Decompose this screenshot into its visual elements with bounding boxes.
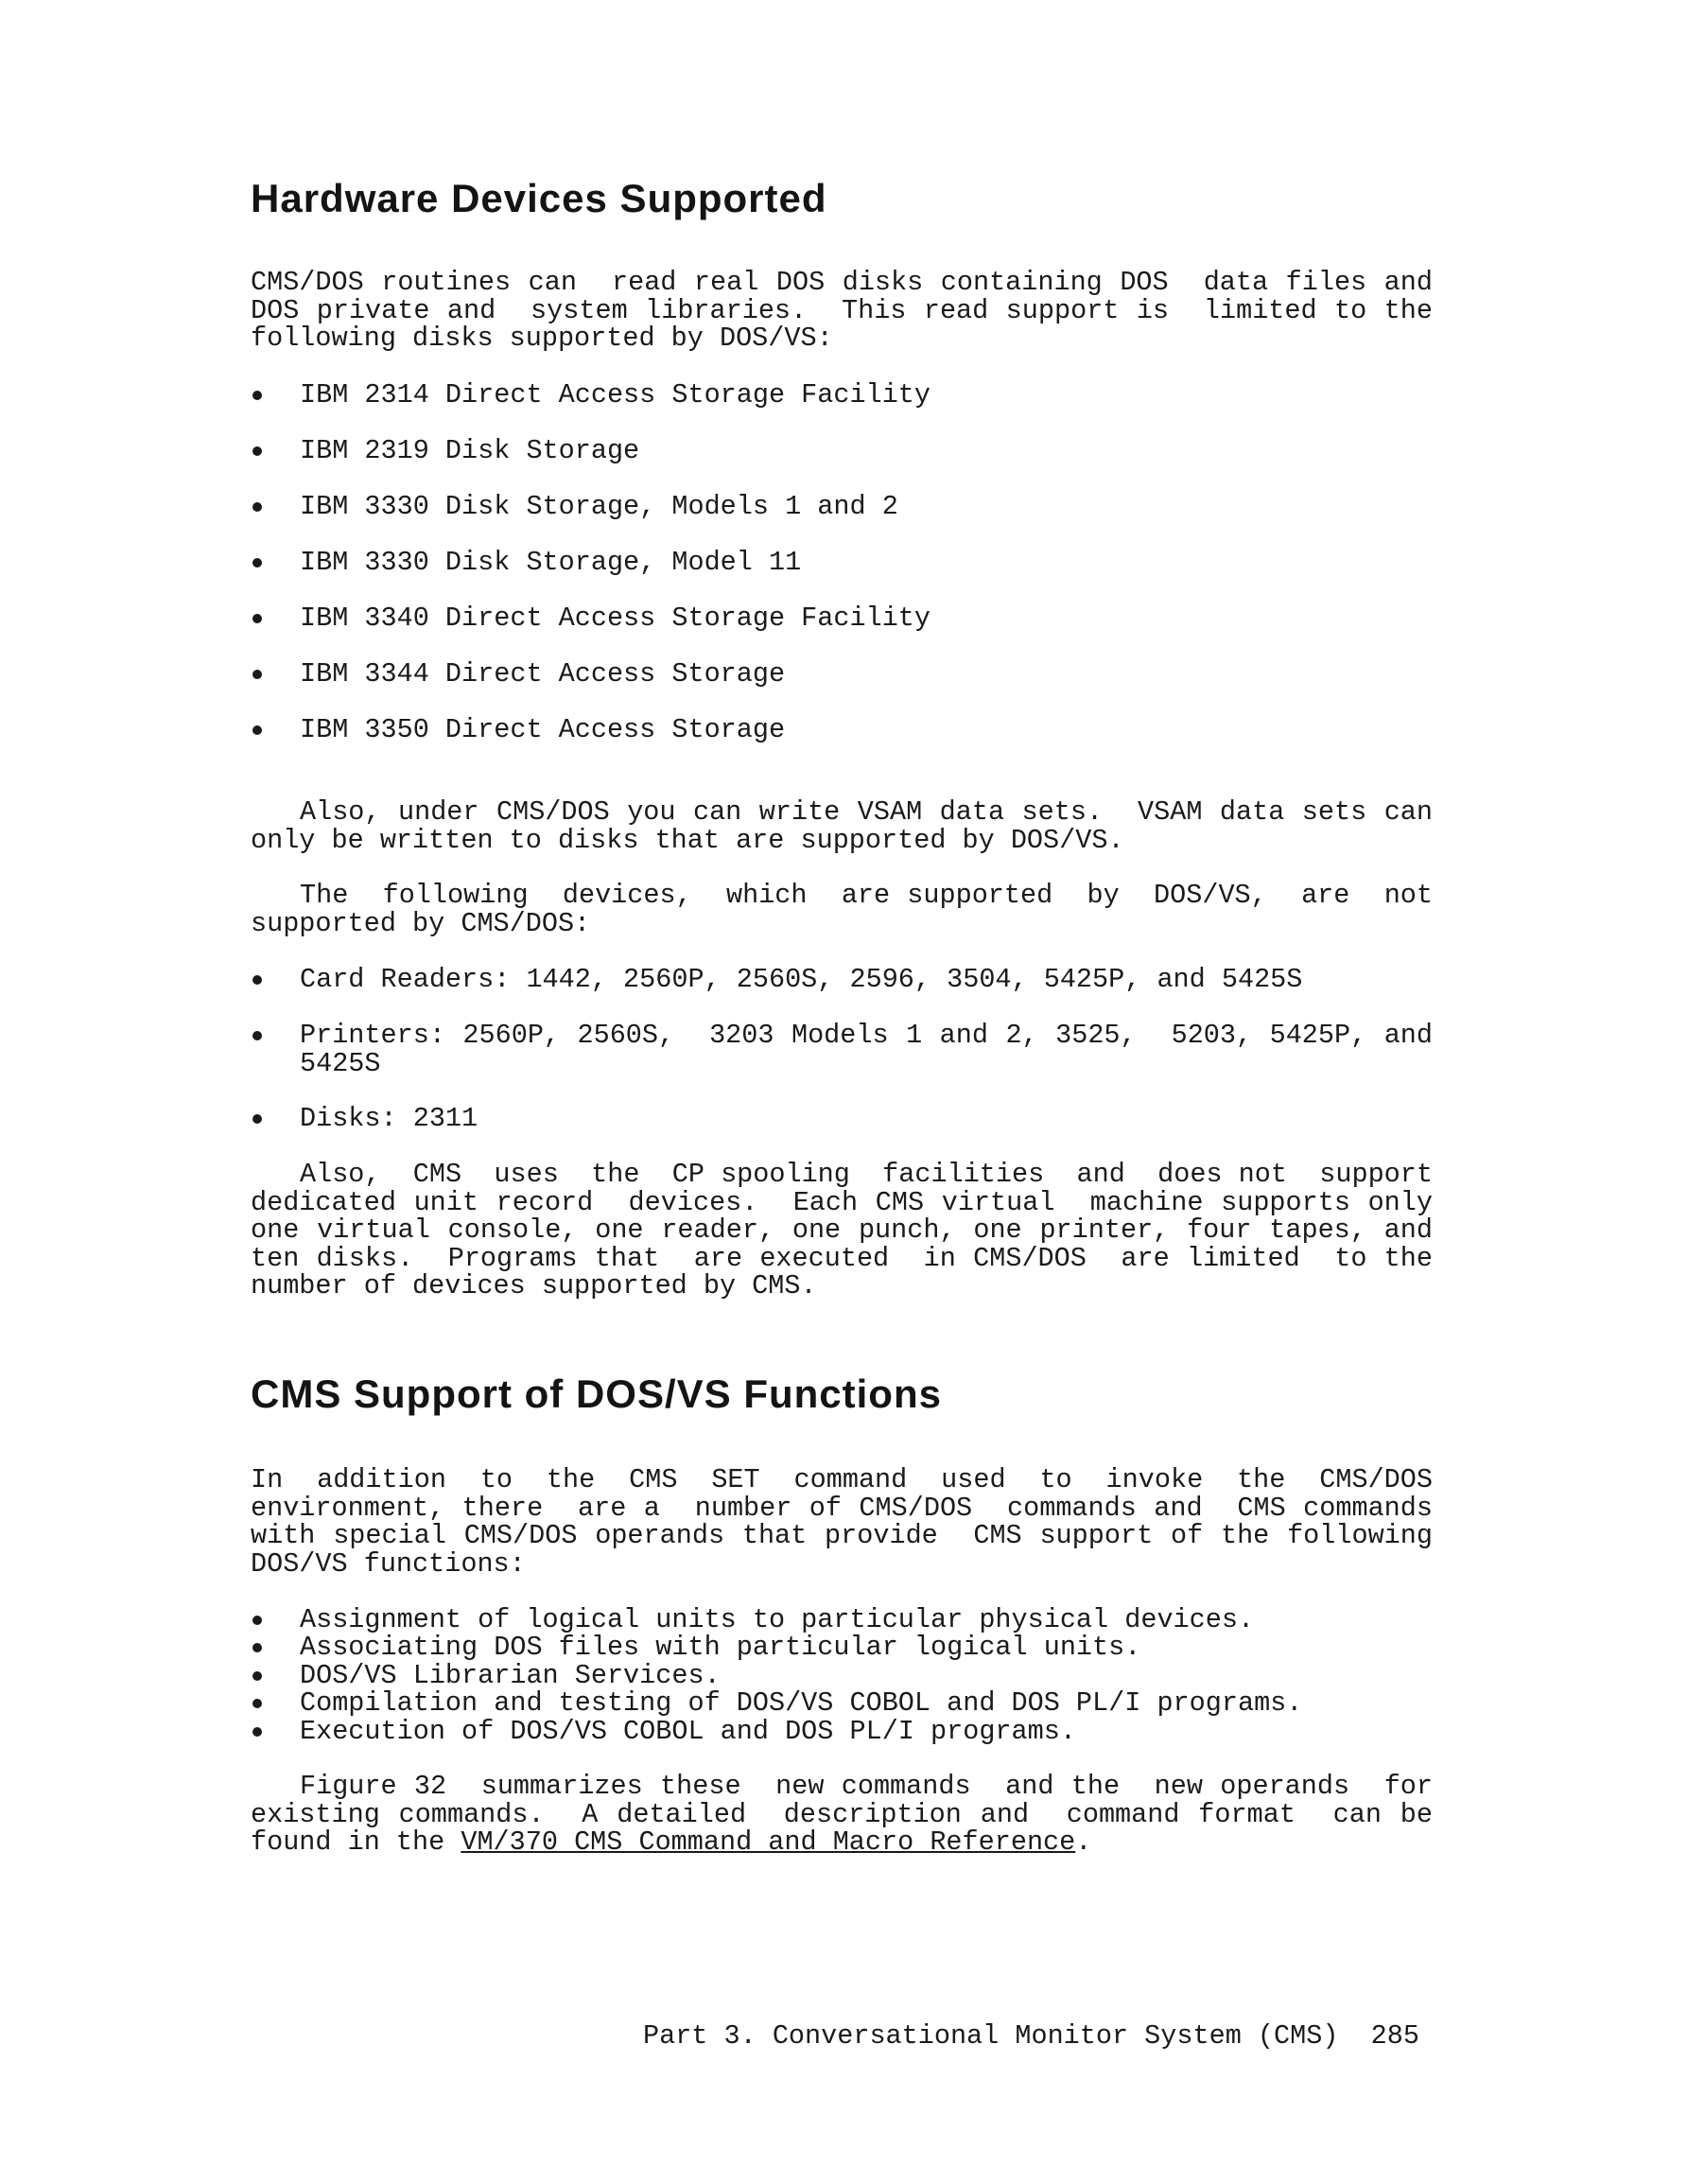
section-heading-hardware-devices: Hardware Devices Supported [251, 176, 827, 220]
vsam-paragraph [251, 798, 1433, 854]
text-line: number of devices supported by CMS. [251, 1270, 817, 1302]
list-item-text: DOS/VS Librarian Services. [300, 1660, 721, 1691]
text-line: In addition to the CMS SET command used to invoke the CMS/DOS [251, 1464, 1433, 1495]
figure-reference-paragraph [251, 1773, 1433, 1857]
list-item-text: Execution of DOS/VS COBOL and DOS PL/I programs. [300, 1716, 1076, 1747]
not-supported-paragraph [251, 882, 1433, 937]
list-item-text: Associating DOS files with particular logical units. [300, 1632, 1141, 1663]
text-line: DOS private and system libraries. This read support is limited to the [251, 294, 1433, 326]
text-line: CMS/DOS routines can read real DOS disks containing DOS data files and [251, 267, 1433, 298]
text-line: only be written to disks that are supported by DOS/VS. [251, 824, 1124, 856]
text-line: with special CMS/DOS operands that provide CMS support of the following [251, 1520, 1433, 1551]
bullet-icon [252, 1031, 262, 1040]
bullet-icon [252, 725, 262, 735]
text-line: following disks supported by DOS/VS: [251, 323, 833, 354]
list-item-text: Card Readers: 1442, 2560P, 2560S, 2596, 3504, 5425P, and 5425S [300, 964, 1303, 995]
text-line: Also, under CMS/DOS you can write VSAM data sets. VSAM data sets can [300, 796, 1433, 828]
ref-prefix: found in the [251, 1826, 461, 1858]
list-item-text: IBM 3350 Direct Access Storage [300, 714, 786, 745]
bullet-icon [252, 1114, 262, 1124]
list-item-text: Printers: 2560P, 2560S, 3203 Models 1 and 2, 3525, 5203, 5425P, and [300, 1020, 1433, 1051]
text-line: existing commands. A detailed description and command format can be [251, 1798, 1433, 1830]
bullet-icon [252, 975, 262, 985]
bullet-icon [252, 1727, 262, 1737]
text-line: environment, there are a number of CMS/DOS commands and CMS commands [251, 1492, 1433, 1524]
bullet-icon [252, 670, 262, 679]
list-item-text: IBM 2314 Direct Access Storage Facility [300, 379, 931, 411]
section-heading-cms-support: CMS Support of DOS/VS Functions [251, 1372, 942, 1416]
bullet-icon [252, 391, 262, 400]
list-item-text: Assignment of logical units to particular physical devices. [300, 1604, 1255, 1635]
manual-title-reference: VM/370 CMS Command and Macro Reference [461, 1826, 1076, 1858]
list-item-text: 5425S [300, 1047, 381, 1079]
text-line: Figure 32 summarizes these new commands and the new operands for [300, 1771, 1433, 1802]
text-line [251, 1828, 1433, 1857]
intro-paragraph [251, 269, 1433, 353]
list-item-text: IBM 3330 Disk Storage, Model 11 [300, 547, 802, 578]
text-line: ten disks. Programs that are executed in CMS/DOS are limited to the [251, 1242, 1433, 1274]
list-item-text: IBM 3344 Direct Access Storage [300, 658, 786, 690]
text-line: Also, CMS uses the CP spooling facilities and does not support [300, 1159, 1433, 1190]
bullet-icon [252, 1643, 262, 1652]
text-line: dedicated unit record devices. Each CMS virtual machine supports only [251, 1186, 1433, 1218]
text-line: DOS/VS functions: [251, 1547, 526, 1580]
page-footer: Part 3. Conversational Monitor System (CMS) 285 [643, 2020, 1419, 2052]
list-item-text: IBM 2319 Disk Storage [300, 435, 640, 466]
bullet-icon [252, 1671, 262, 1681]
bullet-icon [252, 1699, 262, 1708]
spooling-paragraph [251, 1161, 1433, 1301]
list-item-text: Compilation and testing of DOS/VS COBOL and DOS PL/I programs. [300, 1687, 1303, 1719]
cms-support-intro [251, 1466, 1433, 1578]
bullet-icon [252, 446, 262, 456]
text-line: one virtual console, one reader, one punch, one printer, four tapes, and [251, 1214, 1433, 1246]
ref-suffix: . [1075, 1826, 1092, 1858]
list-item-text: IBM 3330 Disk Storage, Models 1 and 2 [300, 491, 898, 522]
text-line: supported by CMS/DOS: [251, 907, 591, 939]
list-item-text: IBM 3340 Direct Access Storage Facility [300, 603, 931, 634]
bullet-icon [252, 558, 262, 568]
bullet-icon [252, 1616, 262, 1625]
list-item-text: Disks: 2311 [300, 1103, 478, 1134]
bullet-icon [252, 614, 262, 623]
bullet-icon [252, 502, 262, 512]
text-line: The following devices, which are supported by DOS/VS, are not [300, 880, 1433, 911]
